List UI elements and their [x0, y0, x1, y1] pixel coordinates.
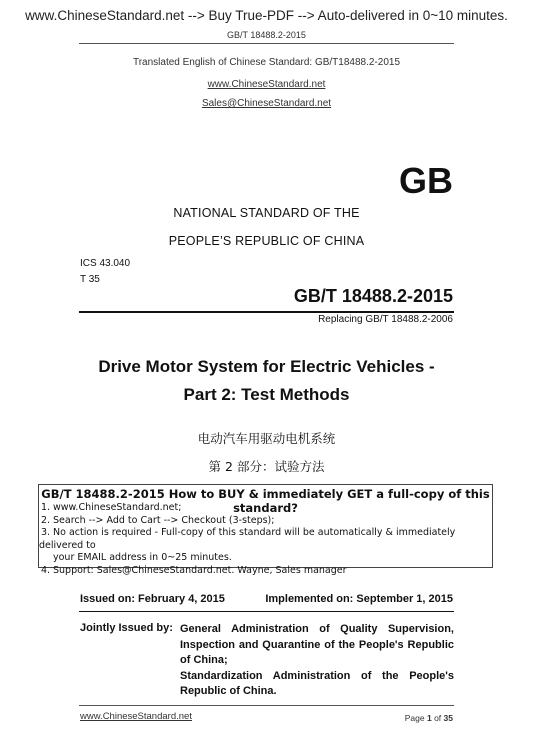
- replacing-note: Replacing GB/T 18488.2-2006: [318, 314, 453, 325]
- gb-mark: GB: [399, 160, 453, 201]
- email-link[interactable]: Sales@ChineseStandard.net: [201, 98, 332, 109]
- national-standard-line1: NATIONAL STANDARD OF THE: [173, 206, 360, 220]
- t-code: T 35: [80, 274, 100, 285]
- issued-date: Issued on: February 4, 2015: [80, 593, 225, 605]
- ics-code: ICS 43.040: [80, 258, 131, 269]
- step-continuation: your EMAIL address in 0~25 minutes.: [53, 552, 232, 563]
- header-banner: www.ChineseStandard.net --> Buy True-PDF --> Auto-delivered in 0~10 minutes.: [25, 8, 508, 23]
- step-text: Search --> Add to Cart --> Checkout (3-steps);: [53, 514, 275, 526]
- document-title-line1: Drive Motor System for Electric Vehicles -: [98, 357, 435, 376]
- step-number: 1.: [41, 502, 51, 513]
- footer-website-link[interactable]: www.ChineseStandard.net: [80, 711, 192, 722]
- step-number: 4.: [41, 564, 51, 576]
- buy-step: [39, 565, 492, 578]
- issuer-sac: Standardization Administration of the People's Republic of China.: [180, 669, 454, 697]
- issuing-authorities: [180, 622, 454, 700]
- buy-steps-list: [39, 502, 492, 577]
- dates-divider: [79, 611, 454, 612]
- page-prefix: Page: [404, 713, 427, 723]
- page-current: 1: [426, 713, 432, 723]
- page-of: of: [431, 713, 444, 723]
- buy-step: [39, 527, 492, 565]
- buy-step: [39, 515, 492, 528]
- title-divider: [79, 311, 454, 313]
- chinese-title-line2: 第 2 部分：试验方法: [208, 459, 325, 474]
- document-title-line2: Part 2: Test Methods: [183, 385, 350, 404]
- step-text[interactable]: www.ChineseStandard.net;: [53, 502, 182, 513]
- buy-box-title: GB/T 18488.2-2015 How to BUY & immediately GET a full-copy of this standard?: [41, 487, 490, 515]
- step-text: Support: Sales@ChineseStandard.net. Wayne, Sales manager: [53, 564, 347, 576]
- issuer-aqsiq: General Administration of Quality Supervision, Inspection and Quarantine of the People's Republic of China;: [180, 623, 454, 666]
- header-doc-code: GB/T 18488.2-2015: [227, 30, 306, 40]
- page-indicator: [405, 713, 453, 723]
- jointly-issued-label: Jointly Issued by:: [80, 622, 173, 634]
- implemented-date: Implemented on: September 1, 2015: [265, 593, 453, 605]
- header-divider: [79, 43, 454, 44]
- step-number: 2.: [41, 514, 51, 526]
- step-text: No action is required - Full-copy of this standard will be automatically & immediately delivered to: [39, 527, 456, 551]
- page-total: 35: [443, 713, 453, 723]
- footer-divider: [79, 705, 454, 706]
- website-link[interactable]: www.ChineseStandard.net: [207, 79, 326, 90]
- buy-step: [39, 502, 492, 515]
- standard-code: GB/T 18488.2-2015: [293, 286, 453, 306]
- chinese-title-line1: 电动汽车用驱动电机系统: [197, 431, 336, 446]
- national-standard-line2: PEOPLE’S REPUBLIC OF CHINA: [168, 234, 365, 248]
- step-number: 3.: [41, 527, 51, 538]
- translated-line: Translated English of Chinese Standard: GB/T18488.2-2015: [132, 57, 401, 68]
- buy-instructions-box: [38, 484, 493, 576]
